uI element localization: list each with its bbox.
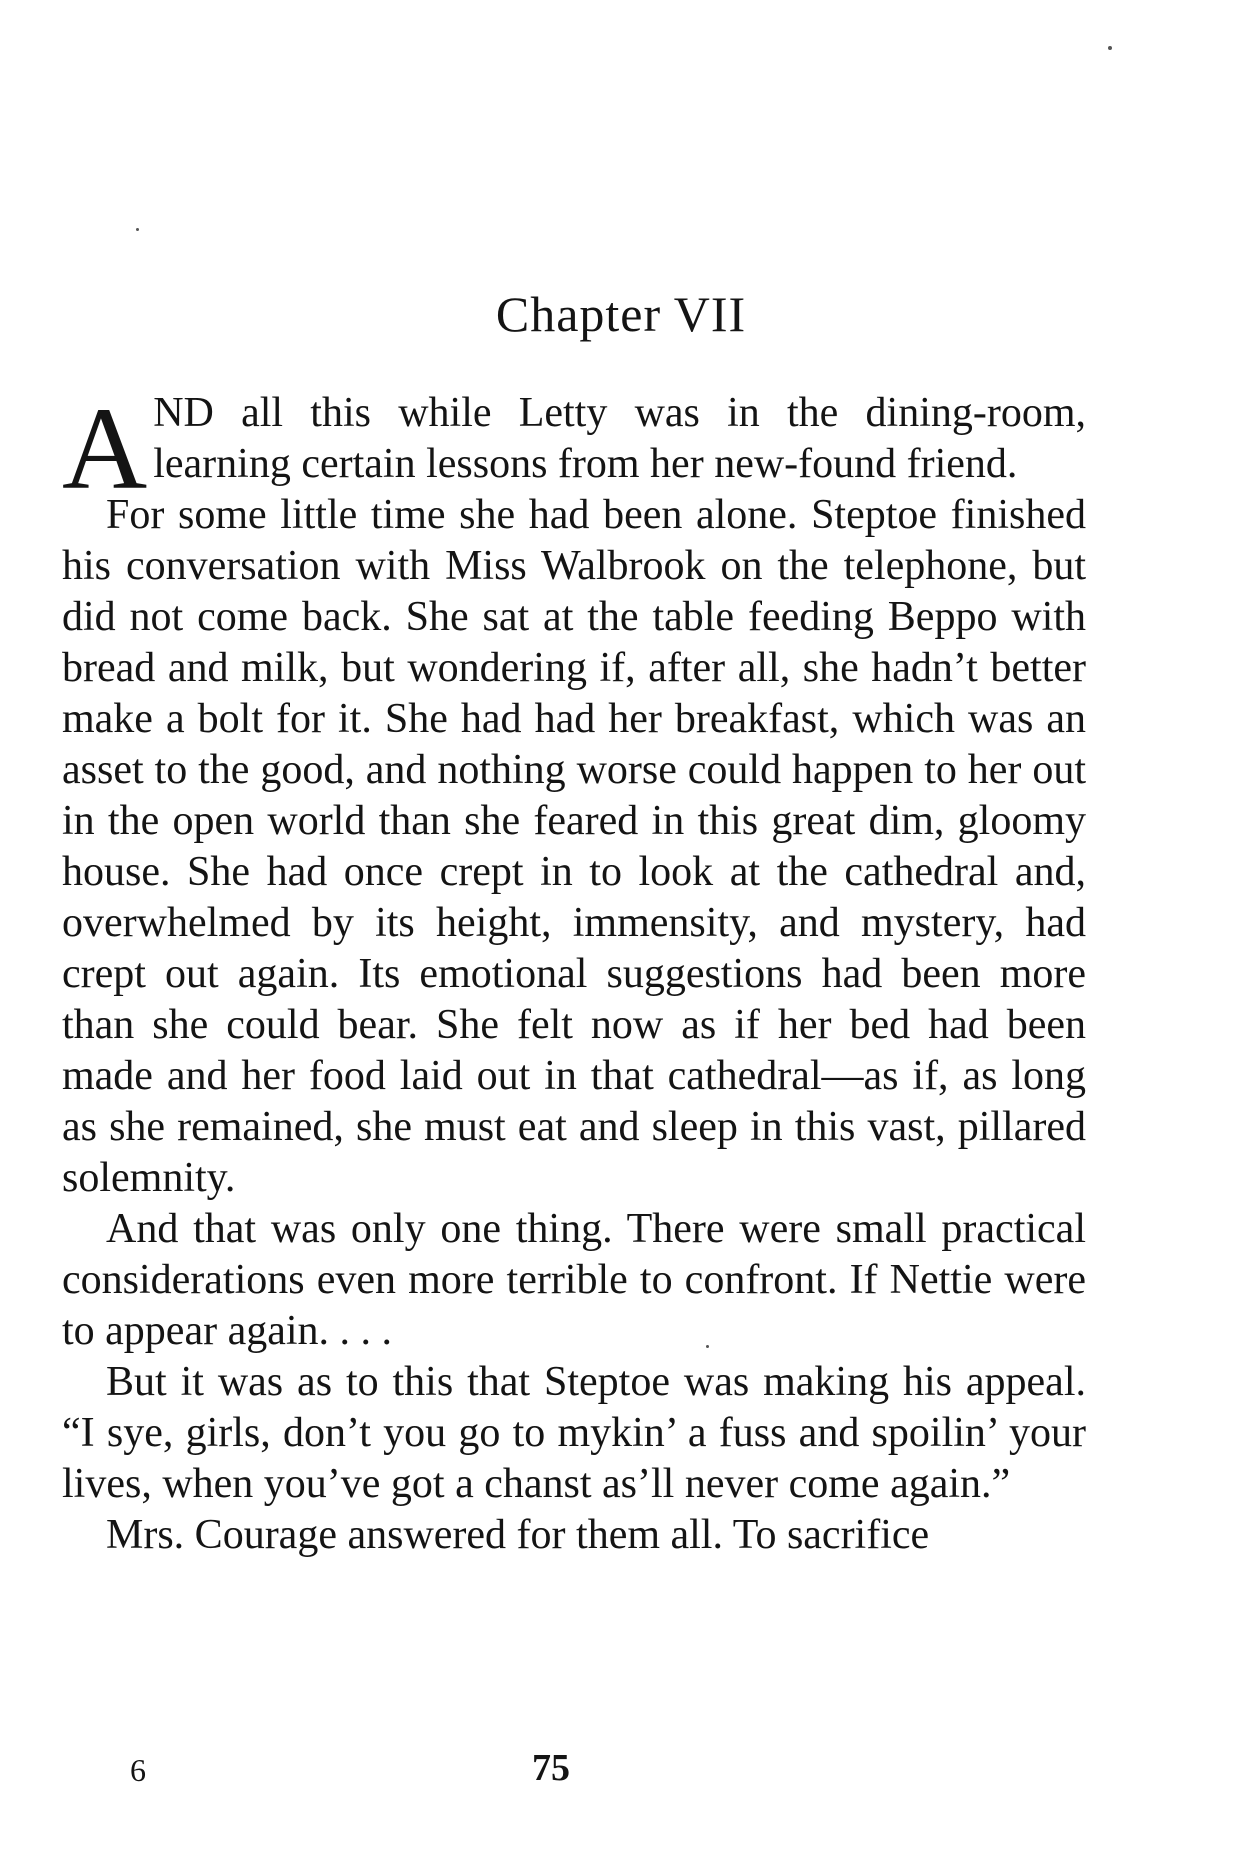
paragraph-3: And that was only one thing. There were small practical considerations even more terrible to confront. If Nettie were to appear again. . . . — [62, 1206, 1086, 1354]
paper-speck — [136, 228, 139, 231]
drop-cap-letter: A — [62, 383, 148, 514]
paragraph-4: But it was as to this that Steptoe was making his appeal. “I sye, girls, don’t you go to mykin’ a fuss and spoilin’ your lives, when you’ve got a chanst as’ll never come again.” — [62, 1359, 1086, 1507]
paragraph-1 — [62, 383, 1086, 514]
paper-speck — [706, 1345, 709, 1348]
page-number: 75 — [532, 1747, 570, 1789]
paragraph-text: ND all this while Letty was in the dining-room, learning certain lessons from her new-found friend. — [153, 390, 1086, 487]
chapter-body — [62, 383, 1086, 1561]
paper-speck — [1108, 46, 1112, 50]
signature-mark: 6 — [130, 1752, 146, 1788]
chapter-title: Chapter VII — [495, 286, 747, 342]
paragraph-5: Mrs. Courage answered for them all. To sacrifice — [106, 1512, 930, 1558]
paragraph-2: For some little time she had been alone. Steptoe finished his conversation with Miss Walbrook on the telephone, but did not come back. She sat at the table feeding Beppo with bread and milk, but wondering if, after all, she hadn’t better make a bolt for it. She had had her breakfast, which was an asset to the good, and nothing worse could happen to her out in the open world than she feared in this great dim, gloomy house. She had once crept in to look at the cathedral and, overwhelmed by its height, immensity, and mystery, had crept out again. Its emotional suggestions had been more than she could bear. She felt now as if her bed had been made and her food laid out in that cathedral—as if, as long as she remained, she must eat and sleep in this vast, pillared solemnity. — [62, 492, 1086, 1201]
